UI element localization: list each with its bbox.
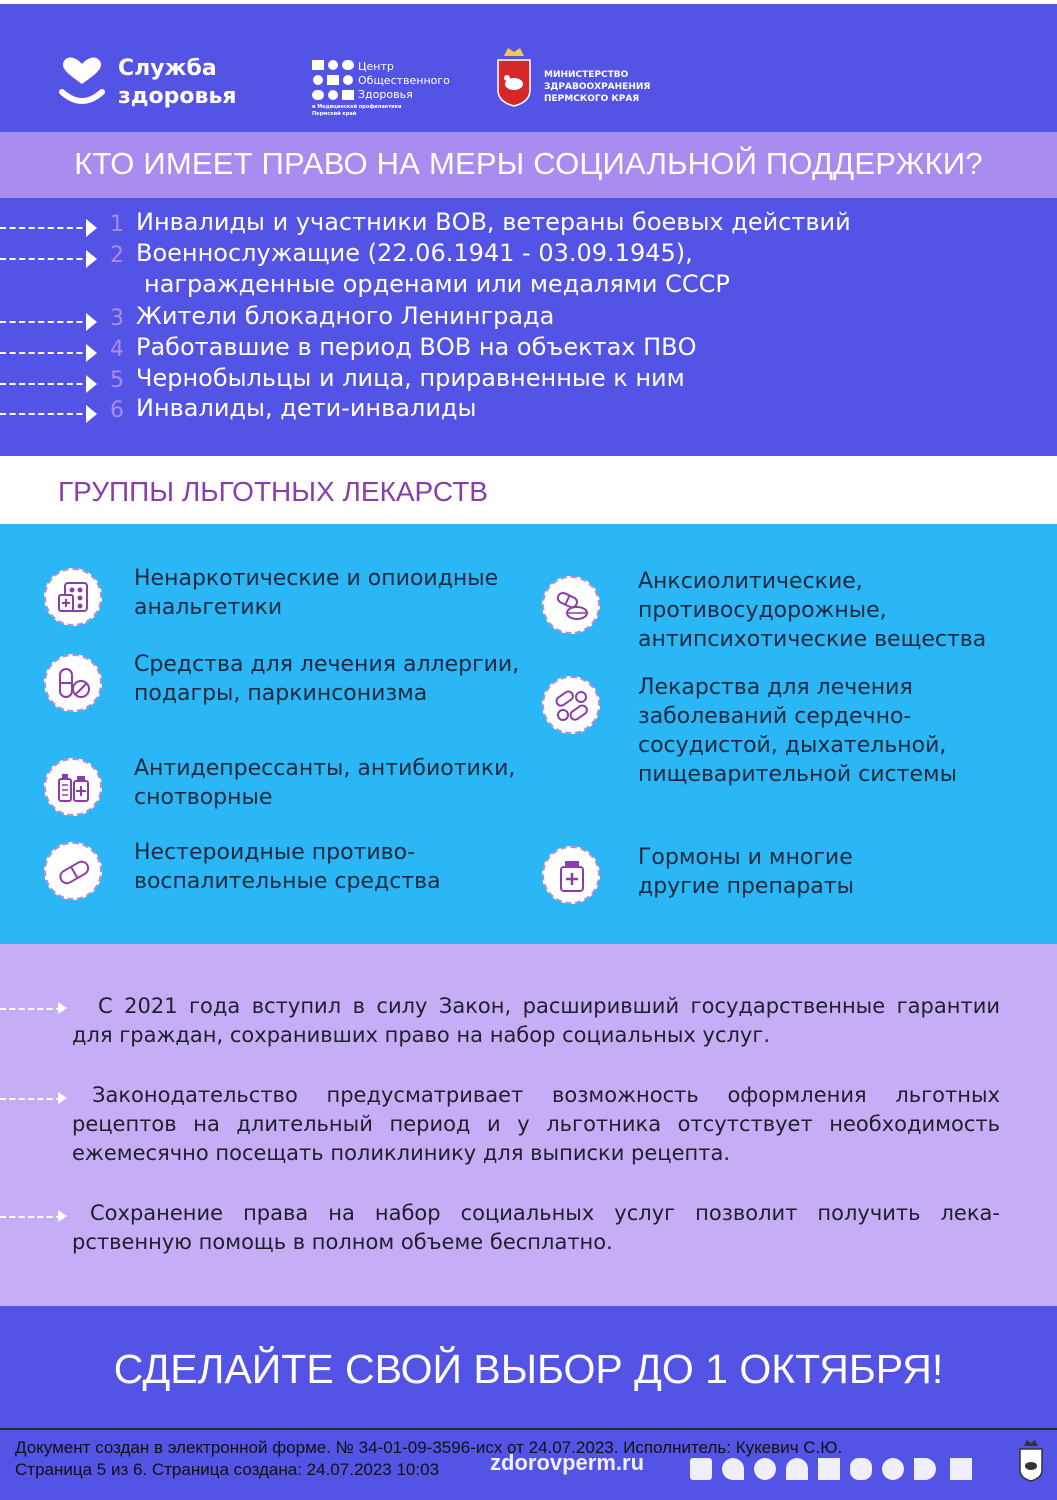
item-text: Инвалиды и участники ВОВ, ветераны боевых действий bbox=[136, 208, 851, 236]
cta-text: СДЕЛАЙТЕ СВОЙ ВЫБОР ДО 1 ОКТЯБРЯ! bbox=[113, 1346, 944, 1392]
arrow-right-icon bbox=[58, 1002, 67, 1014]
item-text-line2: награжденные орденами или медалями СССР bbox=[144, 270, 730, 298]
logo2-sub1: и Медицинской профилактики bbox=[312, 104, 402, 110]
call-to-action bbox=[0, 1306, 1057, 1428]
logo1-line2: здоровья bbox=[118, 84, 237, 109]
item-text: Работавшие в период ВОВ на объектах ПВО bbox=[136, 333, 697, 361]
arrow-right-icon bbox=[86, 250, 97, 268]
logo3-line1: МИНИСТЕРСТВО bbox=[544, 70, 629, 80]
capsule-icon bbox=[44, 842, 102, 900]
section1-title: КТО ИМЕЕТ ПРАВО НА МЕРЫ СОЦИАЛЬНОЙ ПОДДЕРЖКИ? bbox=[74, 146, 983, 181]
arrow-right-icon bbox=[86, 219, 97, 237]
logo2-line3: Здоровья bbox=[358, 88, 413, 101]
dashed-line bbox=[0, 1098, 62, 1100]
medicine-groups bbox=[0, 524, 1057, 944]
dashed-line bbox=[0, 1008, 62, 1010]
decor-leaf-icon bbox=[722, 1458, 744, 1480]
pill-blister-icon bbox=[44, 568, 102, 626]
arrow-right-icon bbox=[86, 313, 97, 331]
item-text: Инвалиды, дети-инвалиды bbox=[136, 394, 477, 422]
medicine-bottles-icon bbox=[44, 758, 102, 816]
info-paragraph: Сохранение права на набор социальных услуг позволит получить лека-рственную помощь в полном объеме бесплатно. bbox=[72, 1201, 1000, 1254]
logo2-sub2: Пермский край bbox=[312, 111, 357, 117]
logo-center-public-health bbox=[312, 60, 472, 124]
dashed-line bbox=[0, 352, 92, 354]
logo-sluzhba-zdorovya bbox=[58, 54, 258, 114]
medicine-group-text: Анксиолитические, противосудорожные, антипсихотические вещества bbox=[638, 569, 987, 652]
eligibility-list bbox=[0, 198, 1057, 456]
section2-title-band bbox=[0, 456, 1057, 524]
medicine-group-text: Нестероидные противо-воспалительные средства bbox=[134, 840, 441, 894]
logo2-line2: Общественного bbox=[358, 74, 450, 87]
decor-square-icon bbox=[690, 1458, 712, 1480]
pills-icon bbox=[542, 576, 600, 634]
item-number: 5 bbox=[110, 368, 124, 393]
item-text: Военнослужащие (22.06.1941 - 03.09.1945), bbox=[136, 239, 693, 267]
medicine-group-text: Гормоны и многие другие препараты bbox=[638, 845, 854, 899]
decor-circle-icon bbox=[754, 1458, 776, 1480]
decor-square-icon bbox=[950, 1458, 972, 1480]
medicine-group-text: Лекарства для лечения заболеваний сердечно-сосудистой, дыхательной, пищеварительной системы bbox=[638, 675, 957, 787]
info-paragraph: С 2021 года вступил в силу Закон, расширивший государственные гарантии для граждан, сохранивших право на набор социальных услуг. bbox=[72, 994, 1000, 1047]
dashed-line bbox=[0, 1216, 62, 1218]
section2-title: ГРУППЫ ЛЬГОТНЫХ ЛЕКАРСТВ bbox=[58, 476, 488, 507]
arrow-right-icon bbox=[86, 344, 97, 362]
decor-flower-icon bbox=[850, 1458, 872, 1480]
medicine-group-text: Антидепрессанты, антибиотики, снотворные bbox=[134, 756, 516, 810]
section1-title-band bbox=[0, 132, 1057, 198]
heart-smile-icon bbox=[58, 56, 106, 106]
dashed-line bbox=[0, 227, 92, 229]
medicine-group-text: Средства для лечения аллергии, подагры, паркинсонизма bbox=[134, 652, 520, 706]
arrow-right-icon bbox=[86, 405, 97, 423]
arrow-right-icon bbox=[58, 1092, 67, 1104]
website-link[interactable]: zdorovperm.ru bbox=[490, 1450, 645, 1475]
item-text: Жители блокадного Ленинграда bbox=[136, 302, 555, 330]
medicine-jar-icon bbox=[542, 846, 600, 904]
medicine-group-text: Ненаркотические и опиоидные анальгетики bbox=[134, 566, 499, 620]
footer bbox=[0, 1428, 1057, 1500]
coat-of-arms-icon bbox=[1018, 1438, 1044, 1482]
item-number: 1 bbox=[110, 212, 124, 237]
header bbox=[0, 0, 1057, 132]
coat-of-arms-icon bbox=[496, 46, 532, 108]
arrow-right-icon bbox=[86, 375, 97, 393]
document-info-line1: Документ создан в электронной форме. № 34-01-09-3596-исх от 24.07.2023. Исполнитель: Кукевич С.Ю. bbox=[15, 1438, 843, 1457]
logo3-line2: ЗДРАВООХРАНЕНИЯ bbox=[544, 82, 651, 92]
item-text: Чернобыльцы и лица, приравненные к ним bbox=[136, 364, 685, 392]
decor-half-circle-icon bbox=[914, 1458, 936, 1480]
arrow-right-icon bbox=[58, 1210, 67, 1222]
item-number: 2 bbox=[110, 243, 124, 268]
decor-square-icon bbox=[818, 1458, 840, 1480]
logo3-line3: ПЕРМСКОГО КРАЯ bbox=[544, 94, 640, 104]
logo2-line1: Центр bbox=[358, 60, 394, 73]
item-number: 4 bbox=[110, 337, 124, 362]
dashed-line bbox=[0, 321, 92, 323]
decor-arch-icon bbox=[786, 1458, 808, 1480]
item-number: 3 bbox=[110, 306, 124, 331]
info-paragraph: Законодательство предусматривает возможность оформления льготных рецептов на длительный период и у льготника отсутствует необходимость ежемесячно посещать поликлинику для выписки рецепта. bbox=[72, 1083, 1000, 1165]
dashed-line bbox=[0, 258, 92, 260]
logo1-line1: Служба bbox=[118, 56, 217, 81]
item-number: 6 bbox=[110, 398, 124, 423]
decor-circle-icon bbox=[882, 1458, 904, 1480]
capsule-tablet-icon bbox=[44, 654, 102, 712]
document-info-line2: Страница 5 из 6. Страница создана: 24.07.2023 10:03 bbox=[15, 1460, 440, 1479]
dashed-line bbox=[0, 413, 92, 415]
mixed-pills-icon bbox=[542, 676, 600, 734]
logo-ministry bbox=[496, 46, 656, 112]
info-section bbox=[0, 944, 1057, 1306]
dashed-line bbox=[0, 383, 92, 385]
dots-grid-icon bbox=[312, 60, 354, 100]
